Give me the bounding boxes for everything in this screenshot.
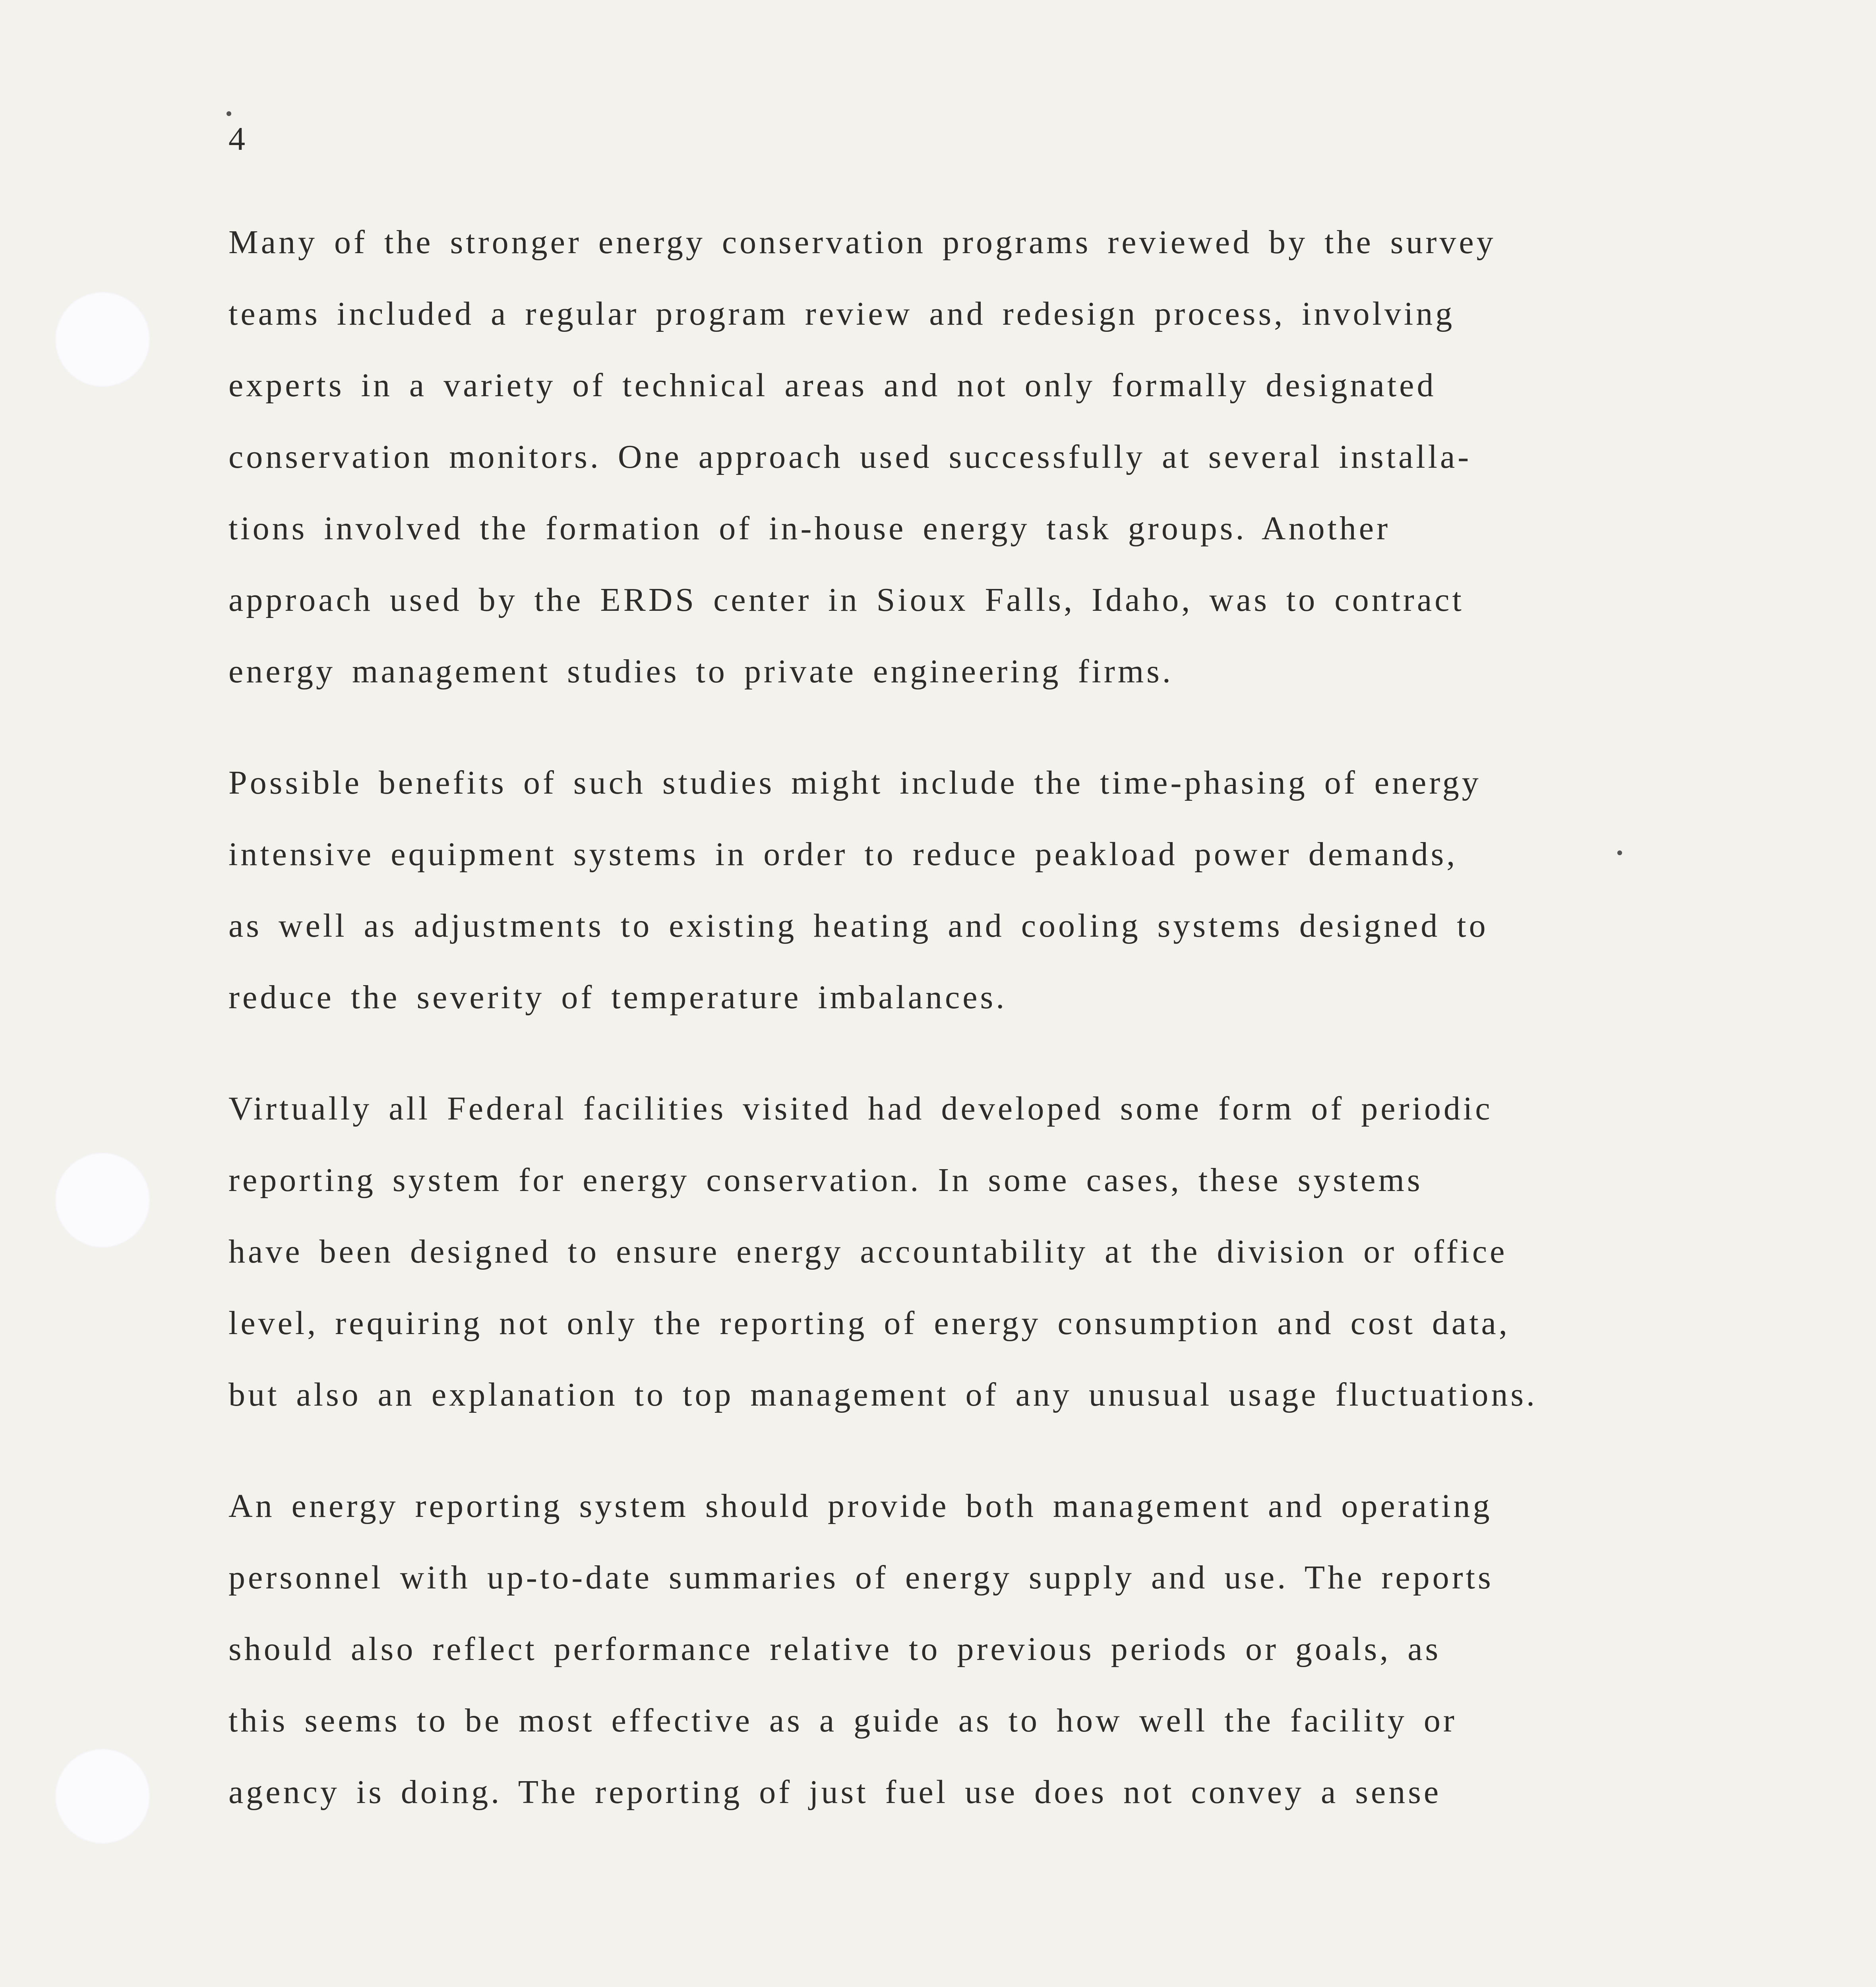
text-line: reduce the severity of temperature imbalances. — [228, 979, 1007, 1016]
text-line: Virtually all Federal facilities visited had developed some form of periodic — [228, 1090, 1493, 1127]
paragraph-2 — [228, 747, 1876, 1033]
text-line: intensive equipment systems in order to reduce peakload power demands, — [228, 836, 1458, 873]
text-line: personnel with up-to-date summaries of energy supply and use. The reports — [228, 1559, 1494, 1596]
text-line: as well as adjustments to existing heating and cooling systems designed to — [228, 907, 1489, 944]
text-line: experts in a variety of technical areas and not only formally designated — [228, 367, 1437, 404]
text-line: level, requiring not only the reporting of energy consumption and cost data, — [228, 1305, 1510, 1342]
text-line: An energy reporting system should provide both management and operating — [228, 1487, 1493, 1524]
text-line: teams included a regular program review and redesign process, involving — [228, 295, 1455, 332]
text-line: this seems to be most effective as a guide as to how well the facility or — [228, 1702, 1457, 1739]
text-line: but also an explanation to top management of any unusual usage fluctuations. — [228, 1376, 1538, 1413]
text-line: approach used by the ERDS center in Sioux Falls, Idaho, was to contract — [228, 581, 1464, 618]
paragraph-4 — [228, 1470, 1876, 1828]
page-number: 4 — [228, 120, 245, 157]
text-line: agency is doing. The reporting of just fuel use does not convey a sense — [228, 1774, 1442, 1811]
text-line: reporting system for energy conservation. In some cases, these systems — [228, 1162, 1423, 1199]
text-line: have been designed to ensure energy accountability at the division or office — [228, 1233, 1508, 1270]
text-line: Possible benefits of such studies might include the time-phasing of energy — [228, 764, 1481, 801]
text-line: conservation monitors. One approach used successfully at several installa- — [228, 438, 1472, 475]
paragraph-3 — [228, 1073, 1876, 1431]
text-line: energy management studies to private engineering firms. — [228, 653, 1173, 690]
text-line: Many of the stronger energy conservation programs reviewed by the survey — [228, 224, 1496, 261]
paragraph-1 — [228, 207, 1876, 707]
text-line: should also reflect performance relative to previous periods or goals, as — [228, 1631, 1441, 1667]
text-line: tions involved the formation of in-house energy task groups. Another — [228, 510, 1391, 547]
